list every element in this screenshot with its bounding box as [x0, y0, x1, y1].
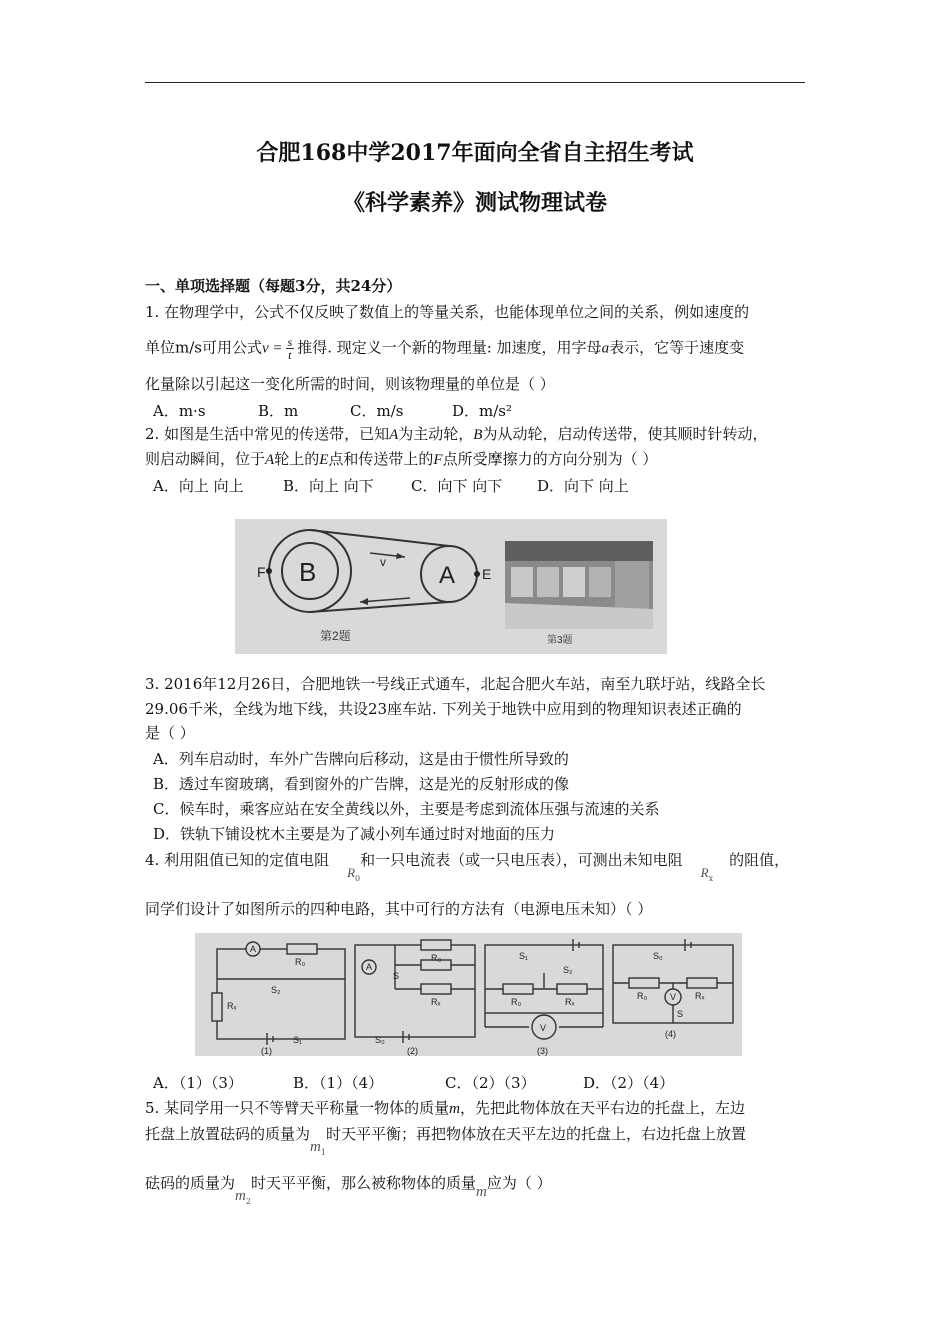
q3-line3: 是（ ）: [145, 724, 195, 742]
label-b: B: [299, 557, 317, 587]
q1-options: [153, 401, 512, 421]
q2-option-c: C．向下 向下: [411, 477, 503, 495]
c4-rx: Rₓ: [695, 991, 705, 1001]
subway-photo: [505, 541, 653, 629]
exam-title: 合肥168中学2017年面向全省自主招生考试: [256, 140, 694, 166]
label-e: E: [482, 566, 492, 582]
caption-q3: 第3题: [547, 635, 573, 646]
formula-fraction: $\frac{s}{t}$: [287, 335, 293, 362]
q2-option-d: D．向下 向上: [537, 477, 629, 495]
label-f: F: [257, 564, 266, 580]
belt-top: [310, 530, 449, 546]
exam-subtitle: 《科学素养》测试物理试卷: [342, 190, 607, 216]
c3-r0: R₀: [511, 997, 522, 1007]
c4-s: S: [677, 1009, 684, 1019]
q4-option-c: C．（2）（3）: [445, 1074, 536, 1092]
q1-option-d: D．m/s²: [452, 402, 513, 420]
q1-line2: 单位m/s可用公式v = $\frac{s}{t}$ 推得. 现定义一个新的物理量: 加速度，用字母a表示，它等于速度变: [145, 335, 745, 362]
figure1-svg: [235, 519, 667, 654]
c1-ammeter: A: [250, 944, 257, 954]
c2-ammeter: A: [366, 962, 373, 972]
q3-line1: 3. 2016年12月26日，合肥地铁一号线正式通车，北起合肥火车站，南至九联圩站，线路全长: [145, 675, 766, 693]
c3-voltmeter: V: [540, 1023, 547, 1033]
q5-line3: 砝码的质量为$m_2$时天平平衡，那么被称物体的质量m应为（ ）: [145, 1174, 552, 1206]
q4-line1: 4. 利用阻值已知的定值电阻$R_0$和一只电流表（或一只电压表），可测出未知电阻$R_x$的阻值，: [145, 851, 790, 883]
q3-option-c: C．候车时，乘客应站在安全黄线以外，主要是考虑到流体压强与流速的关系: [153, 800, 660, 818]
q4-options: [153, 1073, 674, 1093]
figure2-svg: [195, 933, 742, 1056]
caption-q2: 第2题: [320, 629, 351, 643]
c4-r0: R₀: [637, 991, 648, 1001]
circuit2-frame: [355, 945, 475, 1037]
arrow-top-head: [396, 553, 405, 559]
q4-option-b: B．（1）（4）: [293, 1074, 384, 1092]
point-e: [474, 571, 480, 577]
c3-rx: Rₓ: [565, 997, 575, 1007]
figure-conveyor-and-subway: [235, 519, 667, 654]
c4-s0: S₀: [653, 951, 663, 961]
q3-option-a: A．列车启动时，车外广告牌向后移动，这是由于惯性所导致的: [153, 750, 569, 768]
q3-option-d: D．铁轨下铺设枕木主要是为了减小列车通过时对地面的压力: [153, 825, 556, 843]
q1-line3: 化量除以引起这一变化所需的时间，则该物理量的单位是（ ）: [145, 375, 555, 393]
q5-line1: 5. 某同学用一只不等臂天平称量一物体的质量m，先把此物体放在天平右边的托盘上，左边: [145, 1099, 745, 1117]
c2-label: (2): [407, 1046, 418, 1056]
c2-s0: S₀: [375, 1035, 385, 1045]
arrow-bottom-head: [360, 598, 368, 605]
q2-options: [153, 476, 629, 496]
c1-s1: S₁: [293, 1035, 303, 1045]
section-heading: 一、单项选择题（每题3分，共24分）: [145, 277, 402, 295]
figure-circuits: [195, 933, 742, 1056]
q4-option-d: D．（2）（4）: [583, 1074, 675, 1092]
q5-line2: 托盘上放置砝码的质量为$m_1$时天平平衡；再把物体放在天平左边的托盘上，右边托盘上放置: [145, 1125, 746, 1157]
header-rule: [145, 82, 805, 83]
q1-option-c: C．m/s: [350, 402, 404, 420]
c3-label: (3): [537, 1046, 548, 1056]
point-f: [266, 568, 272, 574]
c1-r0: R₀: [295, 957, 306, 967]
q1-option-b: B．m: [258, 402, 299, 420]
q3-option-b: B．透过车窗玻璃，看到窗外的广告牌，这是光的反射形成的像: [153, 775, 570, 793]
q2-option-b: B．向上 向下: [283, 477, 374, 495]
c3-s2: S₂: [563, 965, 573, 975]
c4-voltmeter: V: [670, 992, 677, 1002]
q1-line1: 1. 在物理学中，公式不仅反映了数值上的等量关系，也能体现单位之间的关系，例如速度的: [145, 303, 750, 321]
label-a: A: [439, 562, 456, 589]
c2-s: S: [393, 971, 400, 981]
q2-line2: 则启动瞬间，位于A轮上的E点和传送带上的F点所受摩擦力的方向分别为（ ）: [145, 450, 658, 468]
c3-s1: S₁: [519, 951, 529, 961]
q4-line2: 同学们设计了如图所示的四种电路，其中可行的方法有（电源电压未知）（ ）: [145, 900, 653, 918]
q1-option-a: A．m·s: [153, 402, 206, 420]
c1-label: (1): [261, 1046, 272, 1056]
label-v: v: [380, 555, 386, 569]
c2-rx: Rₓ: [431, 997, 441, 1007]
q2-option-a: A．向上 向上: [153, 477, 244, 495]
c1-s2: S₂: [271, 985, 281, 995]
c1-rx: Rₓ: [227, 1001, 237, 1011]
q4-option-a: A．（1）（3）: [153, 1074, 243, 1092]
q3-line2: 29.06千米，全线为地下线，共设23座车站. 下列关于地铁中应用到的物理知识表述正确的: [145, 700, 742, 718]
formula-v: v =: [261, 340, 283, 357]
c4-label: (4): [665, 1029, 676, 1039]
circuit1-frame: [217, 949, 345, 1039]
q2-line1: 2. 如图是生活中常见的传送带，已知A为主动轮，B为从动轮，启动传送带，使其顺时针转动，: [145, 425, 768, 443]
c2-r0: R₀: [431, 953, 442, 963]
